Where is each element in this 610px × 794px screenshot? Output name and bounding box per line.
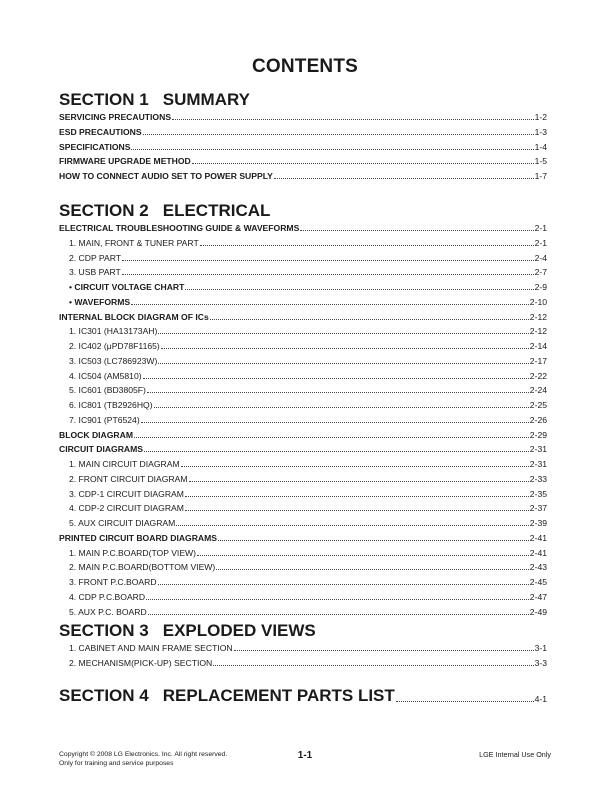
toc-entry-label: 3. IC503 (LC786923W) [69,355,158,366]
dot-leader [141,422,529,423]
toc-entry-label: 1. MAIN, FRONT & TUNER PART [69,237,199,248]
dot-leader [234,650,534,651]
toc-entry[interactable] [69,236,547,248]
dot-leader [147,392,529,393]
toc-entry-label: 2. CDP PART [69,252,122,263]
section-number: SECTION 4 [59,686,149,705]
toc-entry[interactable] [69,656,547,668]
page-ref: 2-43 [529,562,547,573]
toc-entry[interactable] [69,369,547,381]
page-ref: 2-39 [529,518,547,528]
page-ref: 2-1 [534,223,547,233]
page-ref: 2-12 [529,326,547,337]
toc-entry-label: 5. AUX CIRCUIT DIAGRAM [69,518,176,528]
page-ref: 2-41 [529,547,547,558]
toc-entry[interactable] [69,251,547,263]
section-name: ELECTRICAL [162,201,271,220]
page-ref: 2-22 [529,370,547,381]
toc-entry[interactable] [69,413,547,425]
toc-entry[interactable] [59,140,547,152]
toc-entry[interactable] [69,324,547,336]
page-ref: 2-29 [529,429,547,440]
copyright-text: Copyright © 2008 LG Electronics. Inc. All right reserved. [59,751,228,758]
dot-leader [131,304,529,305]
toc-entry-label: 3. CDP-1 CIRCUIT DIAGRAM [69,488,184,499]
section-number: SECTION 2 [59,201,149,220]
page-ref: 1-5 [534,156,547,167]
page-ref: 4-1 [534,694,547,704]
toc-entry[interactable] [69,354,547,366]
page-ref: 2-12 [529,311,547,322]
page-ref: 2-14 [529,341,547,351]
toc-entry-label: 2. IC402 (μPD78F1165) [69,341,160,351]
toc-entry-label: SPECIFICATIONS [59,141,131,152]
toc-entry-label: HOW TO CONNECT AUDIO SET TO POWER SUPPLY [59,171,273,181]
toc-entry-label: PRINTED CIRCUIT BOARD DIAGRAMS [59,532,218,543]
section-1-heading [59,90,250,110]
toc-entry[interactable] [59,169,547,181]
toc-entry-label: 1. IC301 (HA13173AH) [69,326,158,337]
dot-leader [172,119,534,120]
toc-entry[interactable] [69,398,547,410]
dot-leader [185,289,533,290]
dot-leader [143,134,534,135]
page-ref: 2-1 [534,237,547,248]
dot-leader [144,451,529,452]
toc-entry-label: • WAVEFORMS [69,296,131,307]
toc-entry[interactable] [69,546,547,558]
dot-leader [197,555,529,556]
page-ref: 2-24 [529,385,547,396]
section-name: EXPLODED VIEWS [162,621,316,640]
page-ref: 1-3 [534,126,547,137]
toc-entry-label: 1. CABINET AND MAIN FRAME SECTION [69,643,233,653]
toc-entry-label: CIRCUIT DIAGRAMS [59,444,144,455]
section-4-entry[interactable] [59,686,547,706]
page-ref: 2-7 [534,267,547,278]
dot-leader [185,510,529,511]
dot-leader [122,274,534,275]
training-note: Only for training and service purposes [59,760,174,767]
toc-entry[interactable] [69,516,547,528]
dot-leader [158,333,528,334]
toc-entry-label: FIRMWARE UPGRADE METHOD [59,156,191,167]
dot-leader [300,230,533,231]
toc-entry[interactable] [59,110,547,122]
toc-entry-label: 6. IC801 (TB2926HQ) [69,400,153,410]
toc-entry-label: 4. IC504 (AM5810) [69,370,142,381]
page-ref: 2-4 [534,252,547,263]
toc-entry-label: 5. IC601 (BD3805F) [69,385,146,396]
toc-entry[interactable] [59,154,547,166]
toc-entry-label: 1. MAIN CIRCUIT DIAGRAM [69,459,180,469]
dot-leader [134,437,529,438]
dot-leader [158,584,529,585]
toc-entry[interactable] [69,501,547,513]
toc-entry[interactable] [69,590,547,602]
toc-entry-label: 3. USB PART [69,267,121,278]
dot-leader [274,178,534,179]
toc-entry-label: 1. MAIN P.C.BOARD(TOP VIEW) [69,547,197,558]
page-ref: 2-10 [529,296,547,307]
dot-leader [396,701,534,702]
dot-leader [131,149,533,150]
section-number: SECTION 1 [59,90,149,109]
toc-entry[interactable] [69,641,547,653]
page-ref: 2-25 [529,400,547,410]
page-ref: 2-41 [529,532,547,543]
dot-leader [192,163,534,164]
toc-entry-label: 2. MECHANISM(PICK-UP) SECTION [69,657,213,668]
section-number: SECTION 3 [59,621,149,640]
page-ref: 3-3 [534,657,547,668]
section-name: REPLACEMENT PARTS LIST [162,686,395,705]
dot-leader [185,496,529,497]
toc-entry[interactable] [59,442,547,454]
page-ref: 2-35 [529,488,547,499]
section-2-heading [59,201,270,221]
page-ref: 2-26 [529,414,547,425]
dot-leader [210,319,529,320]
toc-entry[interactable] [69,487,547,499]
toc-entry[interactable] [59,310,547,322]
dot-leader [161,348,529,349]
page-ref: 2-31 [529,459,547,469]
page-ref: 2-33 [529,473,547,484]
toc-entry[interactable] [59,428,547,440]
page-ref: 3-1 [534,643,547,653]
toc-entry[interactable] [69,295,547,307]
page-ref: 2-9 [534,282,547,292]
page-ref: 2-31 [529,444,547,455]
page-title: CONTENTS [251,56,359,77]
dot-leader [213,665,533,666]
page-ref: 1-7 [534,171,547,181]
toc-entry-label: ESD PRECAUTIONS [59,126,142,137]
toc-entry-label: ELECTRICAL TROUBLESHOOTING GUIDE & WAVEFORMS [59,223,300,233]
dot-leader [146,599,529,600]
toc-entry-label: 7. IC901 (PT6524) [69,414,140,425]
toc-entry-label: 4. CDP-2 CIRCUIT DIAGRAM [69,503,184,514]
toc-entry[interactable] [59,531,547,543]
toc-entry-label: BLOCK DIAGRAM [59,429,133,440]
toc-entry[interactable] [69,265,547,277]
toc-entry-label: 4. CDP P.C.BOARD [69,591,146,602]
page-ref: 2-49 [529,606,547,617]
toc-entry-label: SERVICING PRECAUTIONS [59,112,172,122]
section-3-heading [59,621,316,641]
toc-entry-label: 2. FRONT CIRCUIT DIAGRAM [69,473,188,484]
dot-leader [181,466,529,467]
dot-leader [176,525,528,526]
page-ref: 1-2 [534,112,547,122]
toc-entry-label: 2. MAIN P.C.BOARD(BOTTOM VIEW) [69,562,216,573]
page-ref: 1-4 [534,141,547,152]
toc-entry-label: 5. AUX P.C. BOARD [69,606,147,617]
page-ref: 2-37 [529,503,547,514]
toc-entry-label: 3. FRONT P.C.BOARD [69,577,157,587]
dot-leader [122,260,534,261]
toc-entry[interactable] [69,560,547,572]
toc-entry[interactable] [69,575,547,587]
toc-entry[interactable] [69,383,547,395]
toc-entry[interactable] [69,280,547,292]
page-number: 1-1 [297,750,313,761]
page-ref: 2-47 [529,591,547,602]
dot-leader [200,245,534,246]
toc-entry[interactable] [59,221,547,233]
dot-leader [148,614,529,615]
dot-leader [154,407,529,408]
toc-entry[interactable] [69,472,547,484]
dot-leader [216,569,529,570]
page-ref: 2-45 [529,577,547,587]
toc-entry[interactable] [69,457,547,469]
dot-leader [189,481,529,482]
toc-entry-label: INTERNAL BLOCK DIAGRAM OF ICs [59,311,209,322]
section-name: SUMMARY [162,90,250,109]
toc-entry[interactable] [59,125,547,137]
dot-leader [158,363,528,364]
toc-entry[interactable] [69,605,547,617]
section-4-heading [59,686,395,706]
toc-entry-label: • CIRCUIT VOLTAGE CHART [69,282,185,292]
page-ref: 2-17 [529,355,547,366]
toc-entry[interactable] [69,339,547,351]
internal-use-note: LGE Internal Use Only [479,750,551,759]
dot-leader [143,378,529,379]
dot-leader [218,540,529,541]
